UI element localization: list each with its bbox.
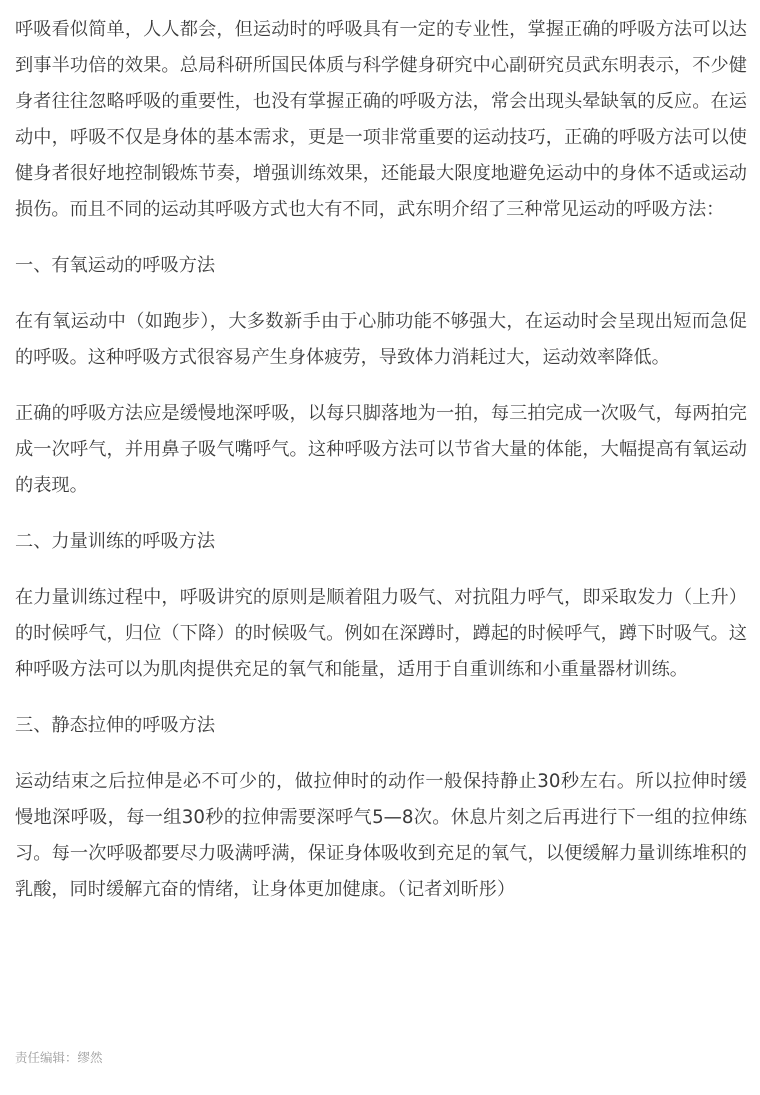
editor-credit: 责任编辑：缪然	[15, 1050, 103, 1065]
aerobic-paragraph-2: 正确的呼吸方法应是缓慢地深呼吸，以每只脚落地为一拍，每三拍完成一次吸气，每两拍完成一次呼气，并用鼻子吸气嘴呼气。这种呼吸方法可以节省大量的体能，大幅提高有氧运动的表现。	[15, 403, 747, 496]
section-heading-stretching: 三、静态拉伸的呼吸方法	[15, 715, 216, 736]
intro-paragraph: 呼吸看似简单，人人都会，但运动时的呼吸具有一定的专业性，掌握正确的呼吸方法可以达到事半功倍的效果。总局科研所国民体质与科学健身研究中心副研究员武东明表示，不少健身者往往忽略呼吸的重要性，也没有掌握正确的呼吸方法，常会出现头晕缺氧的反应。在运动中，呼吸不仅是身体的基本需求，更是一项非常重要的运动技巧，正确的呼吸方法可以使健身者很好地控制锻炼节奏，增强训练效果，还能最大限度地避免运动中的身体不适或运动损伤。而且不同的运动其呼吸方式也大有不同，武东明介绍了三种常见运动的呼吸方法：	[15, 19, 747, 220]
section-heading-strength: 二、力量训练的呼吸方法	[15, 531, 216, 552]
stretching-paragraph-1: 运动结束之后拉伸是必不可少的，做拉伸时的动作一般保持静止30秒左右。所以拉伸时缓慢地深呼吸，每一组30秒的拉伸需要深呼气5—8次。休息片刻之后再进行下一组的拉伸练习。每一次呼吸都要尽力吸满呼满，保证身体吸收到充足的氧气，以便缓解力量训练堆积的乳酸，同时缓解亢奋的情绪，让身体更加健康。（记者刘昕彤）	[15, 771, 747, 900]
section-heading-aerobic: 一、有氧运动的呼吸方法	[15, 255, 216, 276]
strength-paragraph-1: 在力量训练过程中，呼吸讲究的原则是顺着阻力吸气、对抗阻力呼气，即采取发力（上升）的时候呼气，归位（下降）的时候吸气。例如在深蹲时，蹲起的时候呼气，蹲下时吸气。这种呼吸方法可以为肌肉提供充足的氧气和能量，适用于自重训练和小重量器材训练。	[15, 587, 747, 680]
article-body	[15, 12, 747, 928]
aerobic-paragraph-1: 在有氧运动中（如跑步），大多数新手由于心肺功能不够强大，在运动时会呈现出短而急促的呼吸。这种呼吸方式很容易产生身体疲劳，导致体力消耗过大，运动效率降低。	[15, 311, 747, 368]
